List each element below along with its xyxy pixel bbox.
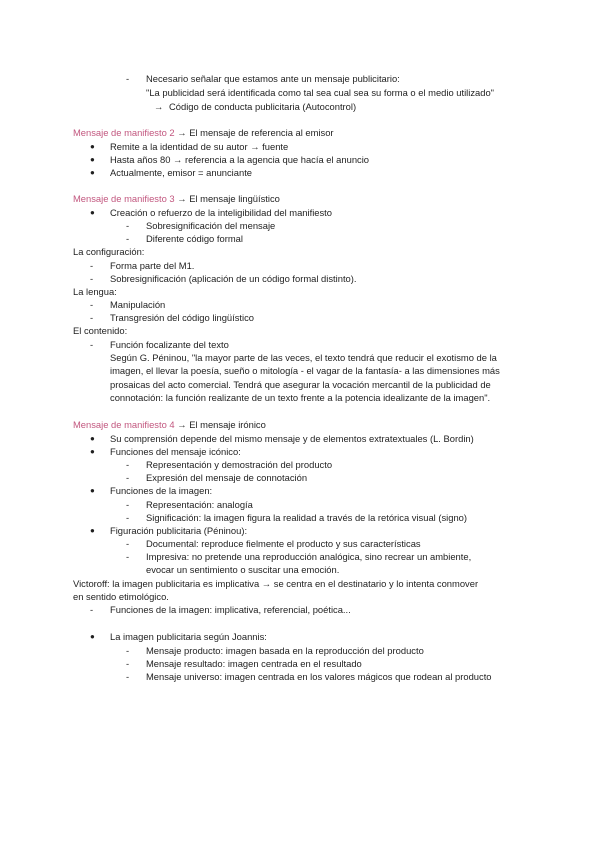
dash-marker: -	[90, 260, 94, 271]
heading-manifiesto-3	[73, 193, 280, 205]
list-item: Funciones del mensaje icónico:	[110, 446, 241, 457]
heading-manifiesto-4	[73, 419, 266, 431]
list-item: Representación: analogía	[146, 499, 253, 510]
victoroff-line: Victoroff: la imagen publicitaria es implicativa → se centra en el destinatario y lo intenta conmover	[73, 578, 479, 589]
list-item: Actualmente, emisor = anunciante	[110, 167, 253, 178]
list-item: Forma parte del M1.	[110, 260, 195, 271]
bullet-marker: ●	[90, 632, 95, 641]
dash-marker: -	[90, 604, 94, 615]
arrow-marker: →	[154, 101, 164, 112]
dash-marker: -	[126, 73, 130, 84]
bullet-marker: ●	[90, 168, 95, 177]
dash-marker: -	[90, 273, 94, 284]
list-item: Creación o refuerzo de la inteligibilidad del manifiesto	[110, 207, 333, 218]
heading-pink: Mensaje de manifiesto 4	[73, 419, 175, 430]
dash-marker: -	[126, 220, 130, 231]
bullet-marker: ●	[90, 447, 95, 456]
heading-rest: El mensaje lingüístico	[189, 193, 280, 204]
bullet-marker: ●	[90, 486, 95, 495]
dash-marker: -	[126, 658, 130, 669]
list-item: Hasta años 80 → referencia a la agencia que hacía el anuncio	[110, 154, 370, 165]
list-item: Impresiva: no pretende una reproducción analógica, sino recrear un ambiente,	[146, 551, 472, 562]
list-item: Manipulación	[110, 299, 166, 310]
dash-marker: -	[126, 459, 130, 470]
list-item: Transgresión del código lingüístico	[110, 312, 255, 323]
dash-marker: -	[90, 312, 94, 323]
lengua-label: La lengua:	[73, 286, 117, 297]
list-item: Sobresignificación (aplicación de un código formal distinto).	[110, 273, 357, 284]
heading-pink: Mensaje de manifiesto 2	[73, 127, 175, 138]
heading-manifiesto-2	[73, 127, 334, 139]
bullet-marker: ●	[90, 142, 95, 151]
list-item: Remite a la identidad de su autor → fuente	[110, 141, 289, 152]
dash-marker: -	[126, 233, 130, 244]
list-item: Significación: la imagen figura la realidad a través de la retórica visual (signo)	[146, 512, 467, 523]
dash-marker: -	[126, 499, 130, 510]
list-item: Función focalizante del texto	[110, 339, 229, 350]
heading-pink: Mensaje de manifiesto 3	[73, 193, 175, 204]
heading-rest: El mensaje de referencia al emisor	[189, 127, 334, 138]
list-item: La imagen publicitaria según Joannis:	[110, 631, 267, 642]
dash-marker: -	[90, 299, 94, 310]
dash-marker: -	[126, 645, 130, 656]
heading-arrow: →	[177, 127, 187, 138]
dash-marker: -	[126, 551, 130, 562]
dash-marker: -	[126, 671, 130, 682]
list-item: Documental: reproduce fielmente el producto y sus características	[146, 538, 421, 549]
codigo-conducta: Código de conducta publicitaria (Autocontrol)	[169, 101, 357, 112]
contenido-label: El contenido:	[73, 325, 128, 336]
list-item: Figuración publicitaria (Péninou):	[110, 525, 248, 536]
autocontrol-quote: "La publicidad será identificada como tal sea cual sea su forma o el medio utilizado"	[146, 87, 494, 98]
dash-marker: -	[126, 538, 130, 549]
dash-marker: -	[126, 512, 130, 523]
bullet-marker: ●	[90, 208, 95, 217]
list-item: Funciones de la imagen:	[110, 485, 213, 496]
dash-marker: -	[90, 339, 94, 350]
list-item: Su comprensión depende del mismo mensaje y de elementos extratextuales (L. Bordin)	[110, 433, 474, 444]
list-item: Mensaje resultado: imagen centrada en el resultado	[146, 658, 362, 669]
bullet-marker: ●	[90, 434, 95, 443]
list-item-continuation: evocar un sentimiento o suscitar una emoción.	[146, 564, 340, 575]
heading-arrow: →	[177, 193, 187, 204]
list-item: Mensaje universo: imagen centrada en los valores mágicos que rodean al producto	[146, 671, 492, 682]
bullet-marker: ●	[90, 526, 95, 535]
heading-rest: El mensaje irónico	[189, 419, 266, 430]
bullet-marker: ●	[90, 155, 95, 164]
configuracion-label: La configuración:	[73, 246, 145, 257]
necesario-item: Necesario señalar que estamos ante un mensaje publicitario:	[146, 73, 400, 84]
dash-marker: -	[126, 472, 130, 483]
list-item: Sobresignificación del mensaje	[146, 220, 276, 231]
heading-arrow: →	[177, 419, 187, 430]
list-item: Mensaje producto: imagen basada en la reproducción del producto	[146, 645, 424, 656]
peninou-quote: Según G. Péninou, "la mayor parte de las veces, el texto tendrá que reducir el exotismo de la imagen, el llevar la poesía, sueño o mitología - el vagar de la fantasía- a las dimensiones más prosaicas del acto comercial. Tendrá que asegurar la vocación mercantil de la publicidad de connotación: la función realizante de un texto frente a la potencia idealizante de la imagen".	[110, 352, 500, 403]
victoroff-line-2: en sentido etimológico.	[73, 591, 169, 602]
list-item: Expresión del mensaje de connotación	[146, 472, 308, 483]
list-item: Representación y demostración del producto	[146, 459, 333, 470]
list-item: Funciones de la imagen: implicativa, referencial, poética...	[110, 604, 351, 615]
list-item: Diferente código formal	[146, 233, 243, 244]
